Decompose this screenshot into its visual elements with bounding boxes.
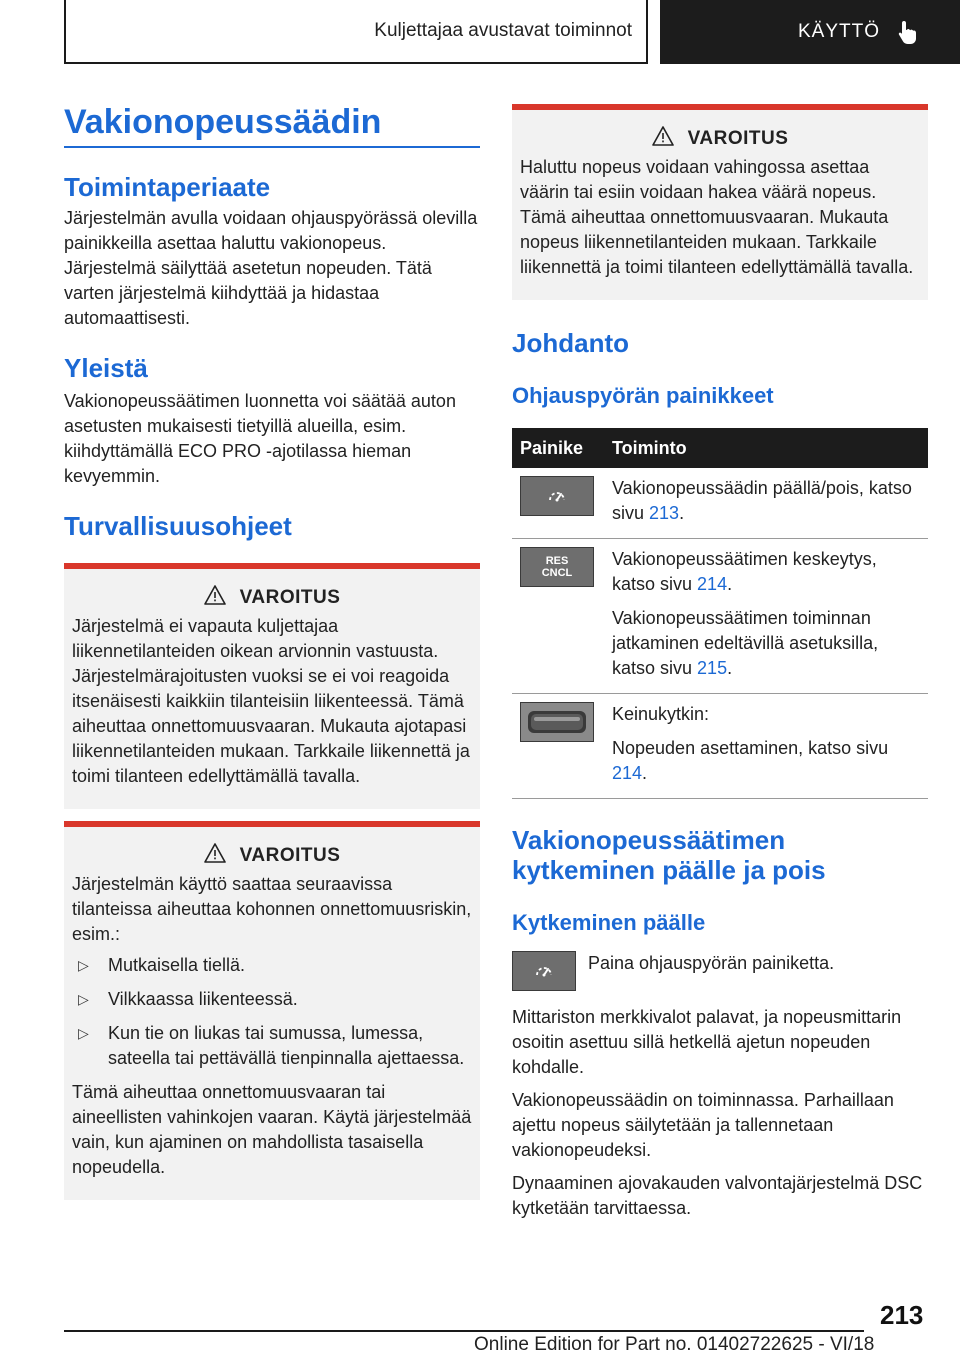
buttons-heading: Ohjauspyörän painikkeet bbox=[512, 383, 774, 408]
onoff-heading: Vakionopeussäätimen kytkeminen päälle ja pois bbox=[512, 825, 826, 885]
paragraph: Vakionopeussäädin on toiminnassa. Parhaillaan ajettu nopeus säilytetään ja tallennetaan vakionopeudeksi. bbox=[512, 1090, 894, 1160]
header-chapter-tab bbox=[660, 0, 960, 64]
table-row: Keinukytkin: Nopeuden asettaminen, katso sivu 214. bbox=[512, 694, 928, 799]
cruise-control-icon bbox=[512, 951, 576, 991]
warning-box-2 bbox=[64, 821, 480, 1200]
col-header-function: Toiminto bbox=[604, 428, 928, 468]
bullet-triangle-icon: ▷ bbox=[78, 991, 89, 1007]
warning-text: Haluttu nopeus voidaan vahingossa asettaa väärin tai esiin voidaan hakea väärä nopeus. Tämä aiheuttaa onnettomuusvaaran. Mukauta nopeus liikennetilanteiden mukaan. Tarkkaile liikennettä ja toimi tilanteen edellyttämällä tavalla. bbox=[520, 157, 914, 277]
safety-heading: Turvallisuusohjeet bbox=[64, 511, 292, 541]
table-row: RES CNCL Vakionopeussäätimen keskeytys, katso sivu 214. Vakionopeussäätimen toiminnan jatkaminen edeltävillä asetuksilla, katso sivu 215. bbox=[512, 539, 928, 694]
bullet-triangle-icon: ▷ bbox=[78, 957, 89, 973]
left-column bbox=[64, 100, 480, 1200]
hand-pointer-icon bbox=[896, 19, 920, 45]
page-link[interactable]: 213 bbox=[649, 503, 680, 523]
warning-title: VAROITUS bbox=[239, 586, 341, 608]
warning-outro: Tämä aiheuttaa onnettomuusvaaran tai aineellisten vahinkojen vaaran. Käytä järjestelmää vain, kun ajaminen on mahdollista tasaisella nopeudella. bbox=[72, 1082, 472, 1177]
warning-title: VAROITUS bbox=[687, 127, 789, 149]
table-row: Vakionopeussäädin päällä/pois, katso sivu 213. bbox=[512, 468, 928, 539]
paragraph: Mittariston merkkivalot palavat, ja nopeusmittarin osoitin asettuu sillä hetkellä ajetun nopeuden kohdalle. bbox=[512, 1007, 902, 1077]
warning-triangle-icon bbox=[204, 843, 226, 868]
right-column bbox=[512, 104, 928, 1221]
list-item: ▷ Mutkaisella tiellä. bbox=[72, 953, 472, 978]
res-cncl-icon: RES CNCL bbox=[520, 547, 594, 587]
warning-header bbox=[72, 843, 472, 868]
general-heading: Yleistä bbox=[64, 353, 148, 383]
section-title: Kuljettajaa avustavat toiminnot bbox=[374, 20, 632, 41]
edition-text: Online Edition for Part no. 01402722625 - VI/18 bbox=[474, 1334, 875, 1355]
warning-triangle-icon bbox=[204, 585, 226, 610]
on-heading: Kytkeminen päälle bbox=[512, 910, 706, 935]
page-link[interactable]: 214 bbox=[612, 763, 643, 783]
page-number: 213 bbox=[880, 1300, 924, 1330]
principle-text: Järjestelmän avulla voidaan ohjauspyörässä olevilla painikkeilla asettaa haluttu vakionopeus. Järjestelmä säilyttää asetetun nopeuden. Tätä varten järjestelmä kiihdyttää ja hidastaa automaattisesti. bbox=[64, 208, 478, 328]
warning-header bbox=[520, 126, 920, 151]
warning-header bbox=[72, 585, 472, 610]
intro-heading: Johdanto bbox=[512, 328, 629, 358]
page-link[interactable]: 214 bbox=[697, 574, 728, 594]
warning-intro: Järjestelmän käyttö saattaa seuraavissa tilanteissa aiheuttaa kohonnen onnettomuusriskin, esim.: bbox=[72, 874, 472, 944]
footer-rule bbox=[64, 1330, 864, 1332]
warning-box-1 bbox=[64, 563, 480, 809]
buttons-table bbox=[512, 428, 928, 799]
list-item: ▷ Kun tie on liukas tai sumussa, lumessa, sateella tai pettävällä tienpinnalla ajettaessa. bbox=[72, 1021, 472, 1071]
warning-text: Järjestelmä ei vapauta kuljettajaa liikennetilanteiden oikean arvionnin vastuusta. Järjestelmärajoitusten vuoksi se ei voi reagoida itsenäisesti kaikkiin tilanteisiin liikenteessä. Tämä aiheuttaa onnettomuusvaaran. Mukauta ajotapasi liikennetilanteiden mukaan. Tarkkaile liikennettä ja toimi tilanteen edellyttämällä tavalla. bbox=[72, 616, 470, 786]
warning-title: VAROITUS bbox=[239, 844, 341, 866]
paragraph: Dynaaminen ajovakauden valvontajärjestelmä DSC kytketään tarvittaessa. bbox=[512, 1173, 923, 1218]
principle-heading: Toimintaperiaate bbox=[64, 172, 271, 202]
header-section-tab bbox=[64, 0, 648, 64]
page-title: Vakionopeussäädin bbox=[64, 103, 382, 141]
chapter-title: KÄYTTÖ bbox=[797, 21, 880, 42]
col-header-button: Painike bbox=[512, 428, 604, 468]
table-header-row bbox=[512, 428, 928, 468]
warning-triangle-icon bbox=[652, 126, 674, 151]
press-instruction bbox=[512, 951, 928, 991]
cruise-control-icon bbox=[520, 476, 594, 516]
title-rule bbox=[64, 146, 480, 148]
risk-list bbox=[72, 953, 472, 1071]
warning-box-3 bbox=[512, 104, 928, 300]
press-text: Paina ohjauspyörän painiketta. bbox=[588, 953, 835, 973]
page-link[interactable]: 215 bbox=[697, 658, 728, 678]
rocker-switch-icon bbox=[520, 702, 594, 742]
list-item: ▷ Vilkkaassa liikenteessä. bbox=[72, 987, 472, 1012]
bullet-triangle-icon: ▷ bbox=[78, 1025, 89, 1041]
general-text: Vakionopeussäätimen luonnetta voi säätää auton asetusten mukaisesti tietyillä alueilla, esim. kiihdyttämällä ECO PRO -ajotilassa hieman kevyemmin. bbox=[64, 391, 456, 486]
